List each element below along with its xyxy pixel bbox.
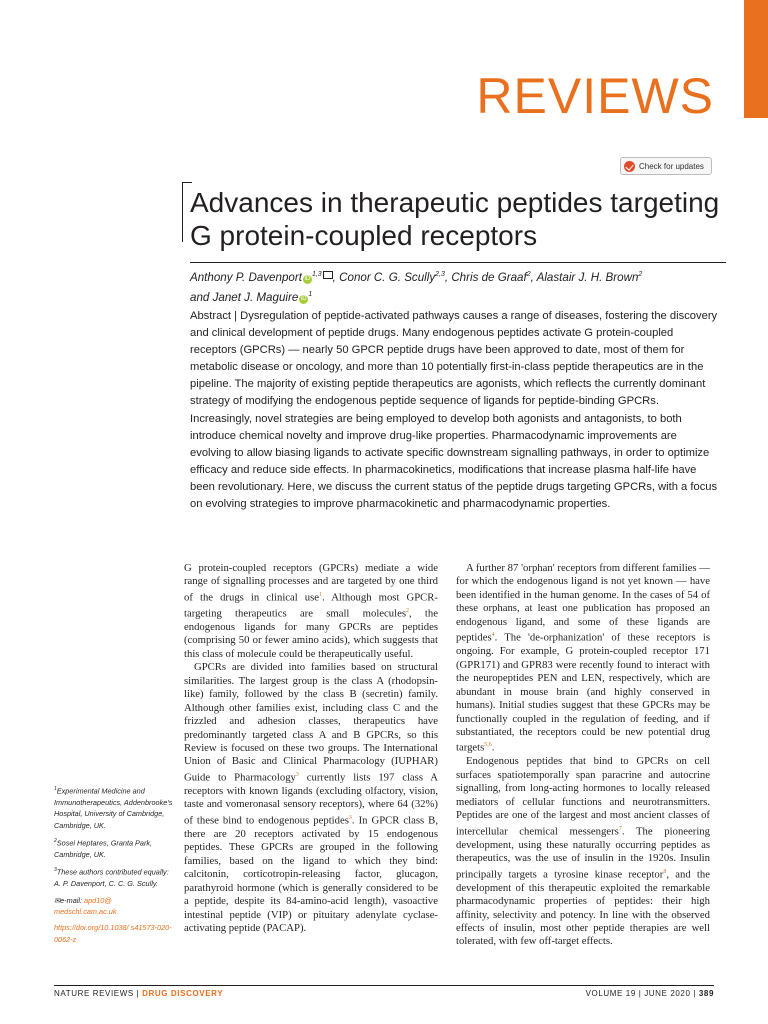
body-paragraph: GPCRs are divided into families based on structural similarities. The largest group is the class A (rhodopsin-like) family, followed by the class B (secretin) family. Although other families exist, including class C and the frizzled and adhesion classes, therapeutics have predominantly targeted class A and B GPCRs, so this Review is focused on these two groups. The International Union of Basic and Clinical Pharmacology (IUPHAR) Guide to Pharmacology$^3$ currently lists 197 class A receptors with known ligands (excluding olfactory, vision, taste and vomeronasal sensory receptors), where 64 (32%) of these bind to endogenous peptides$^3$. In GPCR class B, there are 20 receptors activated by 15 endogenous peptides. These GPCRs are grouped in the following families, based on the ligand to which they bind: calcitonin, corticotropin-releasing factor, glucagon, parathyroid hormone (which is generally considered to be a peptide, despite its 84-amino-acid length), vasoactive intestinal peptide (VIP) or pituitary adenylate cyclase-activating peptide (PACAP). [184,661,438,935]
mail-icon[interactable] [323,271,333,279]
email-line: ✉e-mail: apd10@ medschl.cam.ac.uk [54,895,117,916]
publisher-name: NATURE REVIEWS [54,989,134,998]
footer-divider [54,985,714,986]
reference-link[interactable]: 8 [663,868,667,875]
doi-line [54,922,174,945]
affiliations-sidebar [54,784,174,950]
page-number: 389 [698,989,714,998]
footer-volume [586,989,714,998]
journal-name: DRUG DISCOVERY [142,989,224,998]
orcid-icon[interactable]: iD [304,275,311,282]
reference-link[interactable]: 3 [348,814,352,821]
affiliation: $^2$Sosei Heptares, Granta Park, Cambridge, UK. [54,838,153,859]
body-column-right [456,562,710,949]
section-name: REVIEWS [476,68,714,124]
reference-link[interactable]: 1 [319,591,323,598]
title-bracket-horizontal [182,182,192,183]
body-paragraph: Endogenous peptides that bind to GPCRs on cell surfaces spatiotemporally span paracrine and autocrine signalling, from long-acting hormones to locally released mediators of cellular functions and neurotransmitters. Peptides are one of the largest and most ancient classes of intercellular chemical messengers$^7$. The pioneering development, using these naturally occurring peptides as therapeutics, was the use of insulin in the 1920s. Insulin principally targets a tyrosine kinase receptor$^8$, and the development of this therapeutic exploited the remarkable pharmacodynamic properties of peptides: their high affinity, selectivity and potency. In line with the observed effects of insulin, most other peptide therapies are well tolerated, with few off-target effects. [456,755,710,948]
orcid-icon[interactable]: iD [300,295,307,302]
email-label: e-mail: [60,895,83,905]
doi-link[interactable]: https://doi.org/10.1038/ s41573-020-0062-z [54,923,172,944]
body-column-left [184,562,438,935]
article-title: Advances in therapeutic peptides targeting G protein-coupled receptors [190,187,720,251]
volume-info: VOLUME 19 | JUNE 2020 | [585,989,699,998]
footer-journal: NATURE REVIEWS | DRUG DISCOVERY [54,989,224,998]
affiliation: $^1$Experimental Medicine and Immunotherapeutics, Addenbrooke's Hospital, University of Cambridge, Cambridge, UK. [54,786,173,830]
authors-and: and [190,290,210,304]
author-name[interactable]: Janet J. Maguire [212,290,299,304]
reference-link[interactable]: 7 [618,825,622,832]
title-bracket-vertical [182,182,183,242]
author-name[interactable]: Chris de Graaf [451,270,527,284]
affiliation: $^3$These authors contributed equally: A. P. Davenport, C. C. G. Scully. [54,867,169,889]
body-paragraph: A further 87 'orphan' receptors from different families — for which the endogenous ligand is not yet known — have been identified in the human genome. In the cases of 54 of these orphans, at least one publication has proposed an endogenous ligand, and some of these ligands are peptides$^4$. The 'de-orphanization' of these receptors is ongoing. For example, G protein-coupled receptor 171 (GPR171) and GPR83 were recently found to interact with the neuropeptides PEN and LEN, respectively, which are abundant in mouse brain (and highly conserved in humans). Initial studies suggest that these GPCRs may be functionally coupled in the regulation of feeding, and if substantiated, the receptors could be new potential drug targets$^{5,6}$. [456,562,710,755]
section-color-tab [744,0,768,118]
check-for-updates-button[interactable] [620,157,712,175]
reference-link[interactable]: 2 [406,607,409,614]
author-name[interactable]: Anthony P. Davenport [190,270,302,284]
reference-link[interactable]: 3 [295,771,299,778]
author-name[interactable]: Conor C. G. Scully [339,270,436,284]
email-link[interactable]: apd10@ medschl.cam.ac.uk [54,895,117,916]
reference-link[interactable]: 5,6 [484,742,492,749]
reference-link[interactable]: 4 [491,632,495,639]
title-divider [190,262,726,263]
check-updates-icon [624,161,635,172]
body-paragraph: G protein-coupled receptors (GPCRs) mediate a wide range of signalling processes and are targeted by one third of the drugs in clinical use$^1$. Although most GPCR-targeting therapeutics are small molecules$^2$, the endogenous ligands for many GPCRs are peptides (comprising 50 or fewer amino acids), which suggests that this class of molecule could be therapeutically useful. [184,562,438,660]
abstract: Abstract | Dysregulation of peptide-activated pathways causes a range of diseases, fostering the discovery and clinical development of peptide drugs. Many endogenous peptides activate G protein-coupled receptors (GPCRs) — nearly 50 GPCR peptide drugs have been approved to date, most of them for metabolic disease or oncology, and more than 10 potentially first-in-class peptide therapeutics are in the pipeline. The majority of existing peptide therapeutics are agonists, which reflects the currently dominant strategy of modifying the endogenous peptide sequence of ligands for peptide-binding GPCRs. Increasingly, novel strategies are being employed to develop both agonists and antagonists, to both introduce chemical novelty and improve drug-like properties. Pharmacodynamic improvements are evolving to allow biasing ligands to activate specific downstream signalling pathways, in order to optimize efficacy and reduce side effects. In pharmacokinetics, modifications that increase plasma half-life have been revolutionary. Here, we discuss the current status of the peptide drugs targeting GPCRs, with a focus on evolving strategies to improve pharmacokinetic and pharmacodynamic properties. [190,310,718,511]
author-name[interactable]: Alastair J. H. Brown [536,270,639,284]
check-updates-label: Check for updates [639,161,704,171]
author-list: Anthony P. Davenport iD$^{1,3}$ , Conor C. G. Scully$^{2,3}$, Chris de Graaf$^2$, Alastair J. H. Brown$^2$ and Janet J. Maguire $iD^1$ [190,270,643,304]
